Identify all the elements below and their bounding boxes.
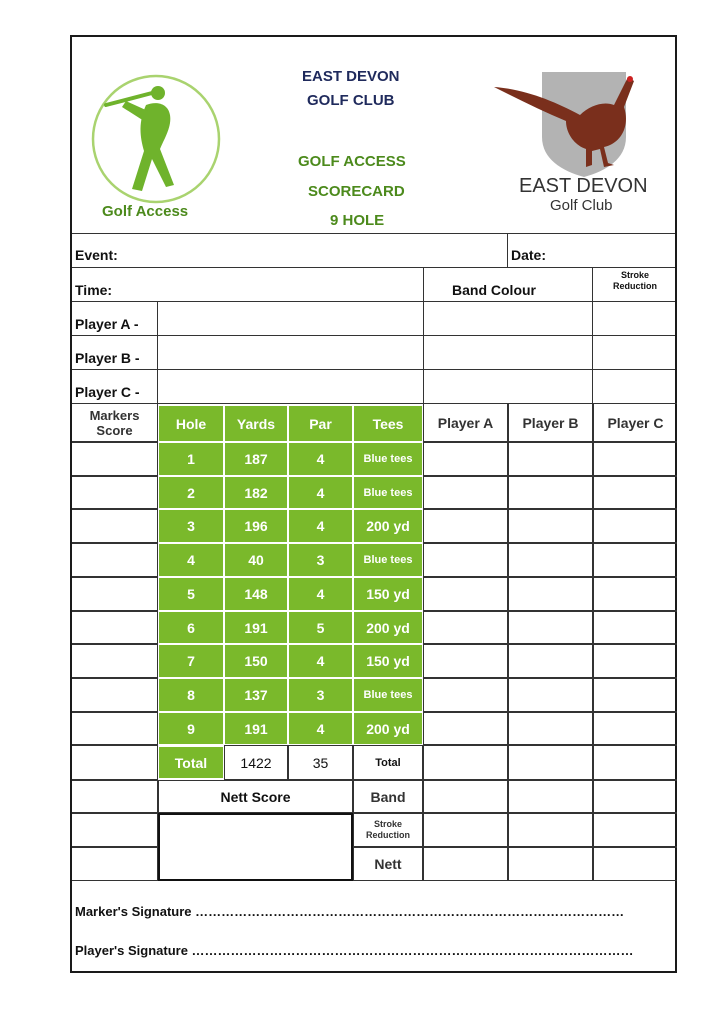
hole-number: 5 (158, 577, 224, 611)
hole-par: 4 (288, 476, 353, 509)
player-c-nett[interactable] (593, 847, 677, 881)
markers-score-cell[interactable] (72, 712, 158, 745)
hole-yards: 187 (224, 442, 288, 476)
player-b-score-cell[interactable] (508, 442, 593, 476)
hole-yards: 148 (224, 577, 288, 611)
player-c-stroke[interactable] (593, 813, 677, 847)
player-a-score-cell[interactable] (423, 543, 508, 577)
hole-par: 3 (288, 678, 353, 712)
card-title-line2: SCORECARD (308, 183, 405, 200)
markers-total[interactable] (72, 745, 158, 780)
hole-tees: 150 yd (353, 644, 423, 678)
markers-stroke[interactable] (72, 813, 158, 847)
marker-signature-line[interactable]: Marker's Signature ……………………………………………………………………………………… (75, 904, 625, 919)
yards-header: Yards (224, 405, 288, 442)
total-par: 35 (288, 745, 353, 780)
player-b-total[interactable] (508, 745, 593, 780)
hole-par: 4 (288, 644, 353, 678)
player-c-score-cell[interactable] (593, 712, 677, 745)
player-a-stroke[interactable] (423, 813, 508, 847)
hole-yards: 191 (224, 611, 288, 644)
markers-score-cell[interactable] (72, 678, 158, 712)
event-label: Event: (75, 247, 118, 263)
band-colour-label: Band Colour (452, 282, 536, 298)
markers-score-cell[interactable] (72, 509, 158, 543)
club-name-line2: GOLF CLUB (307, 92, 395, 109)
player-a-name-field[interactable] (159, 303, 421, 333)
player-b-score-cell[interactable] (508, 509, 593, 543)
player-c-score-cell[interactable] (593, 543, 677, 577)
player-signature-line[interactable]: Player's Signature ………………………………………………………………………………………… (75, 943, 634, 958)
player-b-nett[interactable] (508, 847, 593, 881)
player-b-stroke[interactable] (508, 813, 593, 847)
time-label: Time: (75, 282, 113, 298)
date-field[interactable] (552, 235, 672, 265)
markers-score-cell[interactable] (72, 476, 158, 509)
player-c-score-cell[interactable] (593, 611, 677, 644)
player-b-score-cell[interactable] (508, 577, 593, 611)
player-c-score-cell[interactable] (593, 509, 677, 543)
date-label: Date: (511, 247, 547, 263)
player-b-header: Player B (508, 403, 593, 442)
hole-tees: 200 yd (353, 712, 423, 745)
player-a-score-cell[interactable] (423, 442, 508, 476)
hole-yards: 137 (224, 678, 288, 712)
player-b-name-field[interactable] (159, 337, 421, 367)
hole-number: 4 (158, 543, 224, 577)
nett-score-label: Nett Score (158, 780, 353, 813)
player-b-score-cell[interactable] (508, 712, 593, 745)
player-a-nett[interactable] (423, 847, 508, 881)
player-a-score-cell[interactable] (423, 611, 508, 644)
player-a-score-cell[interactable] (423, 509, 508, 543)
player-a-label: Player A - (75, 316, 139, 332)
player-c-band[interactable] (593, 780, 677, 813)
player-a-total[interactable] (423, 745, 508, 780)
stroke-reduction-label: Stroke Reduction (353, 813, 423, 847)
player-a-score-cell[interactable] (423, 476, 508, 509)
markers-score-cell[interactable] (72, 611, 158, 644)
hole-yards: 196 (224, 509, 288, 543)
player-b-score-cell[interactable] (508, 644, 593, 678)
hole-yards: 40 (224, 543, 288, 577)
player-a-score-cell[interactable] (423, 678, 508, 712)
hole-par: 4 (288, 712, 353, 745)
hole-par: 4 (288, 577, 353, 611)
hole-par: 4 (288, 442, 353, 476)
band-label: Band (353, 780, 423, 813)
card-title-line3: 9 HOLE (330, 212, 385, 229)
time-field[interactable] (132, 269, 417, 299)
east-devon-logo-line1: EAST DEVON (519, 175, 648, 197)
hole-par: 3 (288, 543, 353, 577)
markers-score-cell[interactable] (72, 644, 158, 678)
player-c-header: Player C (593, 403, 677, 442)
markers-score-header: Markers Score (72, 403, 158, 442)
hole-number: 2 (158, 476, 224, 509)
hole-number: 1 (158, 442, 224, 476)
total-right-label: Total (353, 745, 423, 780)
hole-number: 9 (158, 712, 224, 745)
golf-access-logo-text: Golf Access (102, 203, 189, 220)
player-b-score-cell[interactable] (508, 543, 593, 577)
player-b-band[interactable] (508, 780, 593, 813)
player-a-header: Player A (423, 403, 508, 442)
hole-tees: 150 yd (353, 577, 423, 611)
player-a-score-cell[interactable] (423, 712, 508, 745)
markers-score-cell[interactable] (72, 442, 158, 476)
player-c-score-cell[interactable] (593, 442, 677, 476)
nett-score-box[interactable] (158, 813, 353, 881)
markers-score-cell[interactable] (72, 543, 158, 577)
player-a-band[interactable] (423, 780, 508, 813)
player-a-score-cell[interactable] (423, 644, 508, 678)
hole-tees: Blue tees (353, 476, 423, 509)
player-c-total[interactable] (593, 745, 677, 780)
hole-tees: 200 yd (353, 611, 423, 644)
hole-number: 7 (158, 644, 224, 678)
nett-label: Nett (353, 847, 423, 881)
player-c-score-cell[interactable] (593, 476, 677, 509)
hole-par: 5 (288, 611, 353, 644)
player-b-score-cell[interactable] (508, 476, 593, 509)
player-c-label: Player C - (75, 384, 140, 400)
event-field[interactable] (132, 235, 502, 265)
hole-header: Hole (158, 405, 224, 442)
hole-yards: 182 (224, 476, 288, 509)
hole-number: 8 (158, 678, 224, 712)
hole-number: 6 (158, 611, 224, 644)
club-name-line1: EAST DEVON (302, 68, 400, 85)
player-b-score-cell[interactable] (508, 611, 593, 644)
player-c-score-cell[interactable] (593, 644, 677, 678)
total-label: Total (158, 746, 224, 779)
hole-tees: Blue tees (353, 442, 423, 476)
east-devon-logo-line2: Golf Club (550, 197, 613, 214)
hole-yards: 150 (224, 644, 288, 678)
hole-tees: Blue tees (353, 543, 423, 577)
player-a-score-cell[interactable] (423, 577, 508, 611)
hole-yards: 191 (224, 712, 288, 745)
hole-tees: Blue tees (353, 678, 423, 712)
player-c-name-field[interactable] (159, 371, 421, 401)
player-b-score-cell[interactable] (508, 678, 593, 712)
stroke-reduction-header: Stroke Reduction (613, 270, 657, 291)
par-header: Par (288, 405, 353, 442)
total-yards: 1422 (224, 745, 288, 780)
scorecard (70, 35, 677, 973)
markers-band[interactable] (72, 780, 158, 813)
player-c-score-cell[interactable] (593, 577, 677, 611)
hole-tees: 200 yd (353, 509, 423, 543)
player-b-label: Player B - (75, 350, 140, 366)
hole-par: 4 (288, 509, 353, 543)
tees-header: Tees (353, 405, 423, 442)
hole-number: 3 (158, 509, 224, 543)
markers-score-cell[interactable] (72, 577, 158, 611)
card-title-line1: GOLF ACCESS (298, 153, 406, 170)
markers-nett[interactable] (72, 847, 158, 881)
player-c-score-cell[interactable] (593, 678, 677, 712)
